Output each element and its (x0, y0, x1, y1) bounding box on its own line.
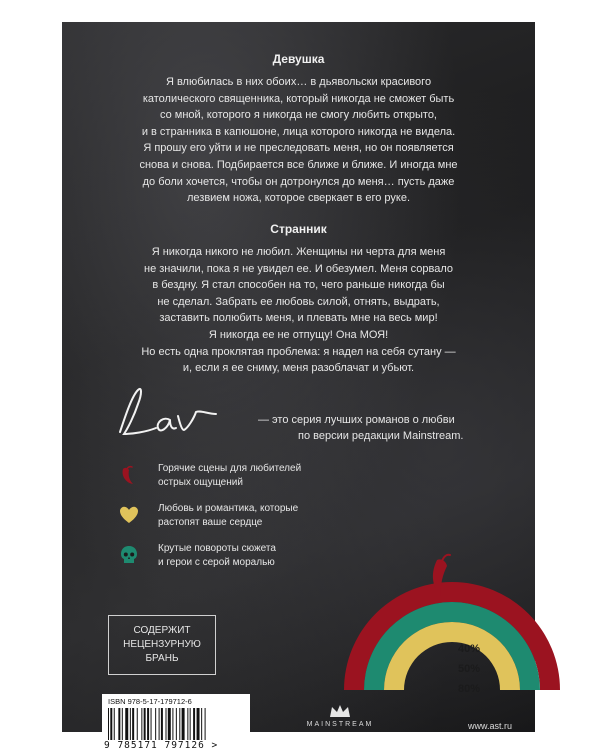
series-description: — это серия лучших романов о любви по версии редакции Mainstream. (258, 414, 464, 442)
girl-paragraph: Я влюбилась в них обоих… в дьявольски красивого католического священника, который никогда не сможет быть со мной, которого я никогда не смогу любить открыто, и в странника в капюшоне, лица которого никогда не видела. Я прошу его уйти и не преследовать меня, но он появляется снова и снова. Подбирается все ближе и ближе. И иногда мне до боли хочется, чтобы он дотронулся до меня… пусть даже лезвием ножа, которое сверкает в его руке. (139, 76, 458, 205)
publisher-website: www.ast.ru (468, 721, 513, 731)
explicit-language-badge: СОДЕРЖИТ НЕЦЕНЗУРНУЮ БРАНЬ (108, 615, 216, 675)
barcode-bar (137, 708, 138, 740)
publisher-name: MAINSTREAM (306, 721, 374, 728)
barcode-bar (187, 708, 188, 740)
barcode-bar (179, 708, 180, 740)
barcode-bar (114, 708, 115, 740)
crown-icon (329, 704, 351, 718)
publisher-logo (298, 704, 382, 728)
barcode-bar (144, 708, 146, 740)
barcode-number: 9 785171 797126 > (104, 740, 219, 751)
barcode-bar (166, 708, 167, 740)
skull-icon (118, 544, 140, 566)
ring-label-80: 80% (458, 683, 481, 695)
barcode (102, 694, 250, 752)
barcode-bar (118, 708, 120, 740)
barcode-bar (182, 708, 185, 740)
barcode-bar (141, 708, 142, 740)
barcode-bar (110, 708, 112, 740)
barcode-bar (193, 708, 195, 740)
barcode-bar (176, 708, 177, 740)
girl-section-title: Девушка (272, 52, 325, 66)
back-cover: Девушка Я влюбилась в них обоих… в дьявольски красивого католического священника, который никогда не сможет быть со мной, которого я никогда не смогу любить открыто, и в странника в капюшоне, лица которого никогда не видела. Я прошу его уйти и не преследовать меня, но он появляется снова и снова. Подбирается все ближе и ближе. И иногда мне до боли хочется, чтобы он дотронулся до меня… пусть даже лезвием ножа, которое сверкает в его руке. Странник Я никогда никого не любил. Женщины ни черта для меня не значили, пока я не увидел ее. И обезумел. Меня сорвало в бездну. Я стал способен на то, чего раньше никогда бы не сделал. Забрать ее любовь силой, отнять, выдрать, заставить полюбить меня, и плевать мне на весь мир! Я никогда ее не отпущу! Она МОЯ! Но есть одна проклятая проблема: я надел на себя сутану — и, если я ее сниму, меня разоблачат и убьют. — это серия лучших романов о любви по версии редакции Mainstream. Горячие сцены для любителей острых ощущений Любовь и романтика, которые растопят ваше сердце Крутые повороты сюжета и герои с серой моралью 40% 50% 80% СОДЕРЖИТ НЕЦЕНЗУРНУЮ БРАНЬ ISBN 978-5-17-179712-6 9 785171 797126 > MAINSTREAM www.ast.ru (62, 22, 535, 732)
barcode-bar (201, 708, 202, 740)
barcode-bar (159, 708, 160, 740)
barcode-bar (122, 708, 123, 740)
ring-label-40: 40% (458, 643, 481, 655)
barcode-bar (205, 708, 206, 740)
barcode-bar (168, 708, 171, 740)
lav-logo (112, 384, 222, 444)
barcode-bar (197, 708, 200, 740)
wanderer-section-title: Странник (270, 222, 327, 236)
barcode-bar (130, 708, 131, 740)
heart-icon (118, 504, 140, 526)
isbn-label: ISBN 978-5-17-179712-6 (108, 697, 192, 706)
chili-pepper-icon (118, 464, 140, 486)
ring-label-50: 50% (458, 663, 481, 675)
rating-rings (307, 530, 537, 700)
barcode-bar (155, 708, 156, 740)
barcode-bar (172, 708, 173, 740)
barcode-bar (108, 708, 109, 740)
barcode-bar (151, 708, 152, 740)
barcode-bar (190, 708, 191, 740)
barcode-bars (108, 708, 244, 740)
barcode-bar (132, 708, 134, 740)
barcode-bar (161, 708, 163, 740)
wanderer-paragraph: Я никогда никого не любил. Женщины ни черта для меня не значили, пока я не увидел ее. И обезумел. Меня сорвало в бездну. Я стал способен на то, чего раньше никогда бы не сделал. Забрать ее любовь силой, отнять, выдрать, заставить полюбить меня, и плевать мне на весь мир! Я никогда ее не отпущу! Она МОЯ! Но есть одна проклятая проблема: я надел на себя сутану — и, если я ее сниму, меня разоблачат и убьют. (141, 246, 456, 375)
barcode-bar (147, 708, 149, 740)
barcode-bar (125, 708, 128, 740)
